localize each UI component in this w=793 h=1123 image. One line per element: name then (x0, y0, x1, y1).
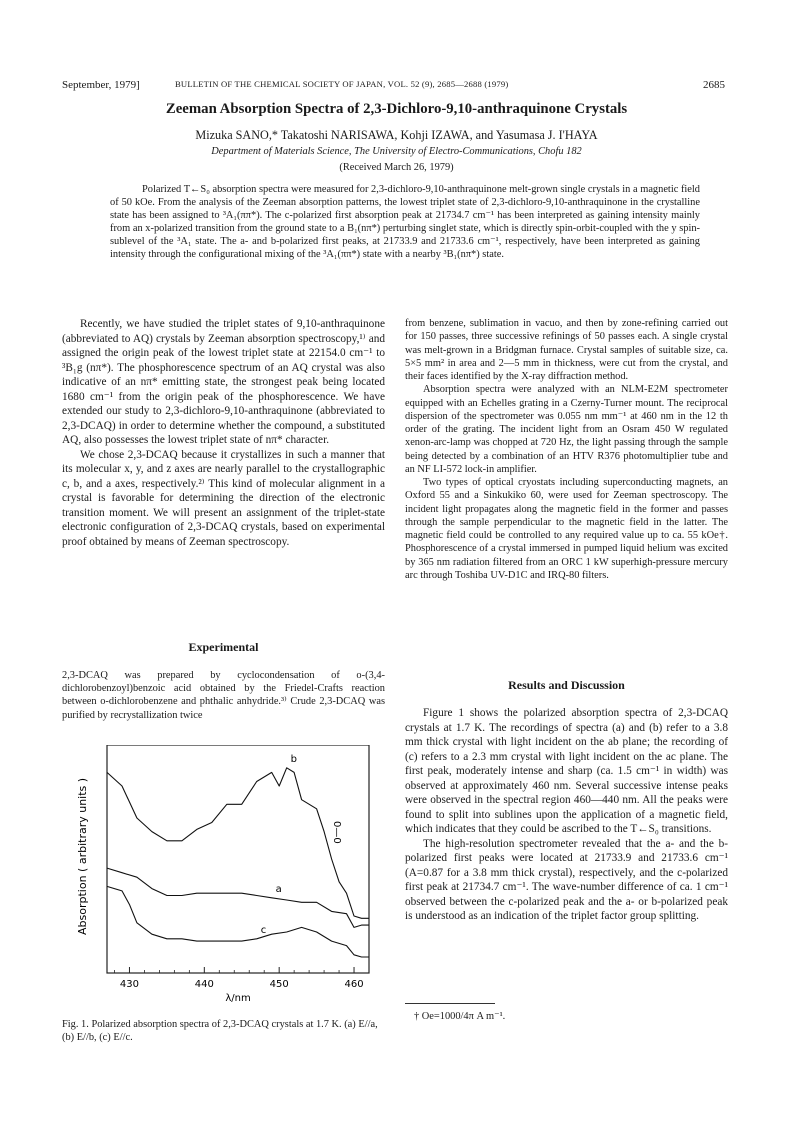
spectra-chart (62, 745, 385, 1015)
results-paragraph-1: Figure 1 shows the polarized absorption spectra of 2,3-DCAQ crystals at 1.7 K. The recordings of spectra (a) and (b) refer to a 3.8 mm thick crystal with light incident on the ab plane; the recording of (c) refers to a 2.3 mm crystal with light incident on the ac plane. The first peak, moderately intense and sharp (ca. 1.5 cm⁻¹ in width) was observed at approximately 460 nm. Several successive intense peaks were observed in the spectral region 460—440 nm. All the peaks were found to split into sublines upon the application of a magnetic field, which indicates that they could be ascribed to the T←S₀ transitions. (405, 707, 728, 835)
x-tick-label: 460 (344, 979, 364, 990)
spectrum-curve-a (107, 868, 369, 927)
experimental-paragraph-spectra: Absorption spectra were analyzed with an NLM-E2M spectrometer equipped with an Echelles grating in a Czerny-Turner mount. The reciprocal dispersion of the spectrometer was 0.055 nm mm⁻¹ at 460 nm in the 12 th order of the grating. The incident light from an Osram 450 W regulated xenon-arc-lamp was chopped at 720 Hz, the light passing through the sample being detected by a combination of an HTV R376 photomultiplier tube and an NF LI-572 lock-in amplifier. (405, 384, 728, 475)
page-number: 2685 (703, 79, 725, 91)
x-tick-label: 440 (194, 979, 214, 990)
x-axis-label: λ/nm (225, 993, 251, 1004)
author-list: Mizuka SANO,* Takatoshi NARISAWA, Kohji IZAWA, and Yasumasa J. I'HAYA (195, 128, 598, 142)
running-header-date: September, 1979] (62, 79, 140, 91)
plot-frame (107, 745, 369, 973)
section-heading-experimental: Experimental (188, 640, 259, 654)
received-date: (Received March 26, 1979) (339, 162, 454, 173)
x-tick-label: 450 (269, 979, 289, 990)
spectrum-curve-c (107, 883, 369, 957)
right-column-experimental (405, 317, 728, 582)
section-heading-results: Results and Discussion (508, 678, 625, 692)
experimental-paragraph-cont: from benzene, sublimation in vacuo, and then by zone-refining carried out for 150 passes, three successive refinings of 50 passes each. A single crystal was melt-grown in a Bridgman furnace. Crystal samples of suitable size, ca. 5×5 mm² in area and 2—5 mm in thickness, were cut from the crystal, and their faces identified by the X-ray diffraction method. (405, 318, 728, 382)
x-tick-label: 430 (119, 979, 140, 990)
abstract: Polarized T←S₀ absorption spectra were measured for 2,3-dichloro-9,10-anthraquinone melt-grown single crystals in a magnetic field of 50 kOe. From the analysis of the Zeeman absorption patterns, the lowest triplet state of 2,3-dichloro-9,10-anthraquinone in the crystalline state has been assigned to ³A₁(ππ*). The c-polarized first absorption peak at 21734.7 cm⁻¹ has been interpreted as gaining intensity mainly from an x-polarized transition from the ground state to a B₁(nπ*) perturbing singlet state, which is directly spin-orbit-coupled with the y spin-sublevel of the ³A₁ state. The a- and b-polarized first peaks, at 21733.9 and 21733.6 cm⁻¹, respectively, have been interpreted as gaining intensity through the configurational mixing of the ³A₁(ππ*) state with a nearby ³B₁(nπ*) state. (110, 184, 700, 261)
running-header-journal: BULLETIN OF THE CHEMICAL SOCIETY OF JAPAN, VOL. 52 (9), 2685—2688 (1979) (175, 79, 509, 89)
curve-label-b: b (290, 753, 298, 765)
curve-label-a: a (275, 883, 282, 895)
results-column (405, 706, 728, 924)
spectrum-curve-b (107, 768, 369, 919)
experimental-paragraph: 2,3-DCAQ was prepared by cyclocondensation of o-(3,4-dichlorobenzoyl)benzoic acid obtained by the Friedel-Crafts reaction between o-dichlorobenzene and phthalic anhydride.³⁾ Crude 2,3-DCAQ was purified by recrystallization twice (62, 670, 385, 721)
curve-label-c: c (260, 924, 267, 936)
results-paragraph-2: The high-resolution spectrometer revealed that the a- and the b-polarized first peaks were located at 21733.9 and 21733.6 cm⁻¹ (A=0.87 for a 3.8 mm thick crystal), respectively, and the c-polarized first peak at 21734.7 cm⁻¹. The wave-number difference of ca. 1 cm⁻¹ observed between the c-polarized peak and the a- or b-polarized peak is understood as an indication of the triplet factor group splitting. (405, 837, 728, 922)
experimental-paragraph-cryostat: Two types of optical cryostats including superconducting magnets, an Oxford 55 and a Sinkukiko 60, were used for Zeeman spectroscopy. The incident light propagates along the magnetic field in the former and passes through the sample perpendicular to the magnetic field in the latter. The magnetic field could be controlled to any required value up to ca. 55 kOe†. Phosphorescence of a crystal immersed in pumped liquid helium was excited by 365 nm radiation filtered from an ORC 1 kW superhigh-pressure mercury arc through Toshiba UV-D1C and IRQ-80 filters. (405, 477, 728, 581)
paper-title: Zeeman Absorption Spectra of 2,3-Dichloro-9,10-anthraquinone Crystals (165, 101, 628, 117)
left-column-intro (62, 317, 385, 549)
intro-paragraph-1: Recently, we have studied the triplet states of 9,10-anthraquinone (abbreviated to AQ) crystals by Zeeman absorption spectroscopy,¹⁾ and assigned the origin peak of the lowest triplet state at 22154.0 cm⁻¹ to ³B₁g (nπ*). The phosphorescence spectrum of an AQ crystal was also indicative of an nπ* emitting state, the strongest peak being located 1680 cm⁻¹ from the origin peak of the phosphorescence. We have extended our study to 2,3-dichloro-9,10-anthraquinone (abbreviated to 2,3-DCAQ) in order to determine whether the compound, a substituted AQ, also possesses the lowest triplet state of nπ* character. (62, 318, 385, 446)
figure-1 (62, 745, 385, 1015)
y-axis-label: Absorption ( arbitrary units ) (76, 777, 89, 935)
intro-paragraph-2: We chose 2,3-DCAQ because it crystallizes in such a manner that its molecular x, y, and z axes are nearly parallel to the crystallographic c, b, and a axes, respectively.²⁾ This kind of molecular alignment in a crystal is favorable for determining the direction of the electronic transition moment. We will present an assignment of the triplet-state electronic configuration of 2,3-DCAQ crystals, based on experimental proof obtained by means of Zeeman spectroscopy. (62, 448, 385, 548)
origin-peak-label: 0—0 (331, 821, 342, 844)
figure-caption: Fig. 1. Polarized absorption spectra of 2,3-DCAQ crystals at 1.7 K. (a) E//a, (b) E//b, (c) E//c. (62, 1019, 378, 1044)
footnote-divider (405, 1003, 495, 1004)
affiliation: Department of Materials Science, The University of Electro-Communications, Chofu 182 (211, 146, 582, 157)
footnote: † Oe=1000/4π A m⁻¹. (414, 1011, 506, 1022)
